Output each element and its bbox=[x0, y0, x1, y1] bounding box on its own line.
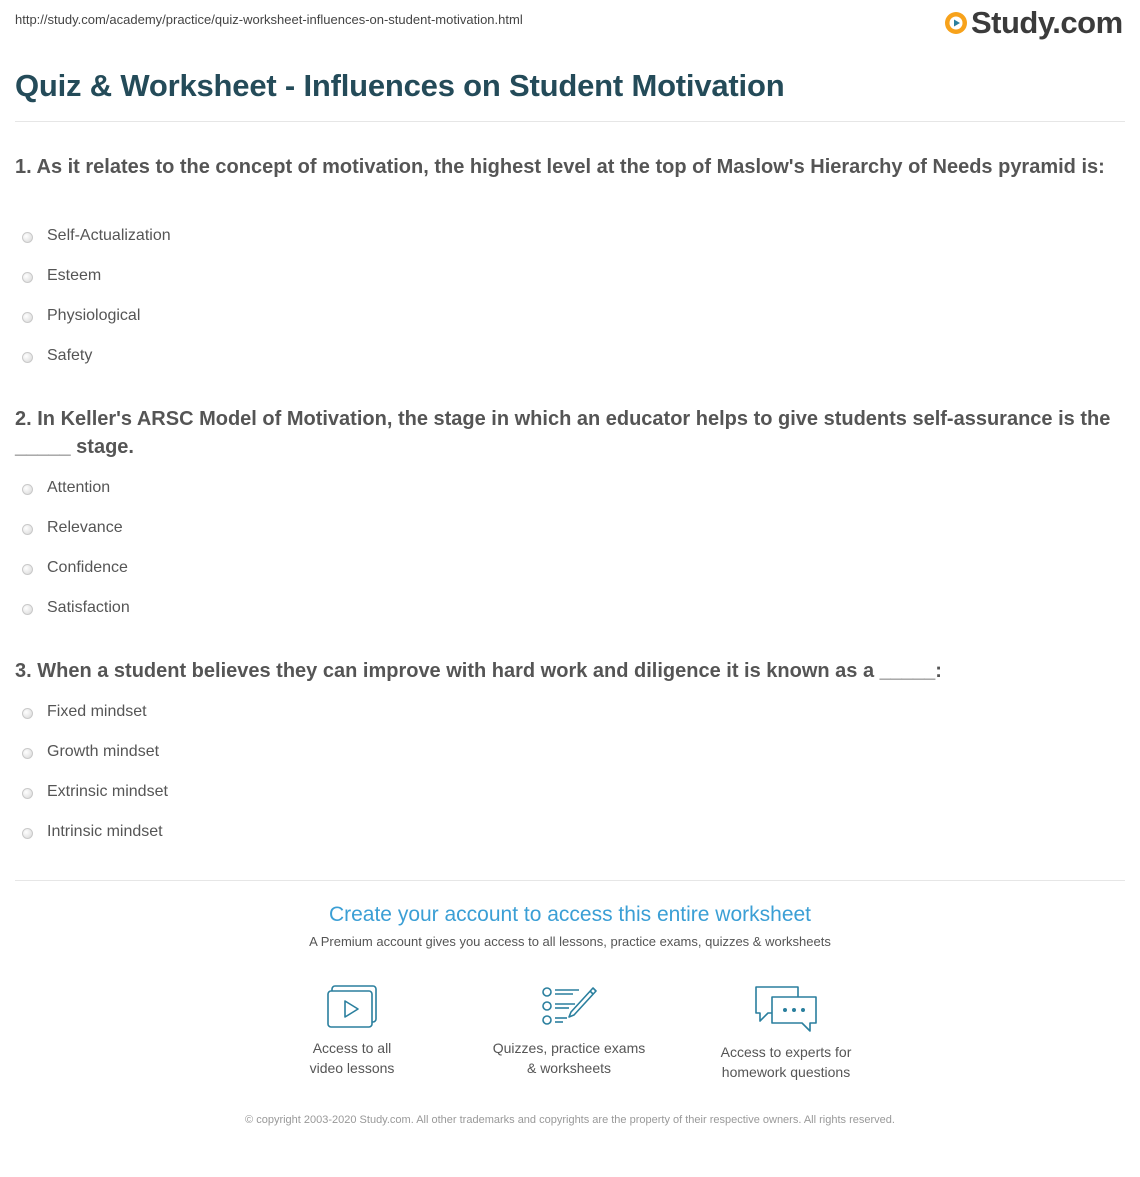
radio-button-icon[interactable] bbox=[22, 564, 33, 575]
answer-label: Relevance bbox=[47, 519, 123, 536]
answer-option[interactable] bbox=[22, 732, 168, 772]
feature-label: Access to all video lessons bbox=[309, 1040, 395, 1076]
play-circle-icon bbox=[944, 11, 968, 35]
answer-option[interactable] bbox=[22, 216, 171, 256]
divider bbox=[15, 880, 1125, 881]
question-3-options bbox=[22, 692, 168, 852]
answer-option[interactable] bbox=[22, 772, 168, 812]
answer-label: Satisfaction bbox=[47, 599, 130, 616]
answer-option[interactable] bbox=[22, 812, 168, 852]
radio-button-icon[interactable] bbox=[22, 312, 33, 323]
premium-subtitle: A Premium account gives you access to all lessons, practice exams, quizzes & worksheets bbox=[309, 934, 831, 949]
quiz-checklist-icon bbox=[541, 984, 597, 1030]
radio-button-icon[interactable] bbox=[22, 708, 33, 719]
create-account-link[interactable]: Create your account to access this entire worksheet bbox=[328, 903, 812, 926]
answer-option[interactable] bbox=[22, 588, 130, 628]
video-lessons-icon bbox=[326, 984, 378, 1030]
page-url: http://study.com/academy/practice/quiz-worksheet-influences-on-student-motivation.html bbox=[15, 12, 523, 27]
answer-label: Physiological bbox=[47, 307, 141, 324]
feature-label: Access to experts for homework questions bbox=[720, 1044, 852, 1080]
radio-button-icon[interactable] bbox=[22, 484, 33, 495]
answer-option[interactable] bbox=[22, 256, 171, 296]
answer-label: Extrinsic mindset bbox=[47, 783, 168, 800]
radio-button-icon[interactable] bbox=[22, 232, 33, 243]
feature-quizzes bbox=[469, 984, 669, 1078]
chat-bubbles-icon bbox=[754, 984, 818, 1034]
answer-option[interactable] bbox=[22, 548, 130, 588]
radio-button-icon[interactable] bbox=[22, 828, 33, 839]
answer-label: Intrinsic mindset bbox=[47, 823, 163, 840]
copyright-notice: © copyright 2003-2020 Study.com. All other trademarks and copyrights are the property of their respective owners. All rights reserved. bbox=[245, 1114, 895, 1126]
answer-label: Safety bbox=[47, 347, 93, 364]
answer-label: Fixed mindset bbox=[47, 703, 147, 720]
answer-option[interactable] bbox=[22, 692, 168, 732]
feature-label: Quizzes, practice exams & worksheets bbox=[492, 1040, 646, 1076]
logo-text: Study.com bbox=[971, 5, 1123, 40]
answer-option[interactable] bbox=[22, 508, 130, 548]
divider bbox=[15, 121, 1125, 122]
radio-button-icon[interactable] bbox=[22, 524, 33, 535]
answer-label: Attention bbox=[47, 479, 111, 496]
question-1-options bbox=[22, 216, 171, 376]
radio-button-icon[interactable] bbox=[22, 788, 33, 799]
answer-label: Confidence bbox=[47, 559, 128, 576]
answer-label: Growth mindset bbox=[47, 743, 160, 760]
radio-button-icon[interactable] bbox=[22, 272, 33, 283]
answer-option[interactable] bbox=[22, 296, 171, 336]
feature-video-lessons bbox=[252, 984, 452, 1078]
question-2-text: 2. In Keller's ARSC Model of Motivation, the stage in which an educator helps to give students self-assurance is the _____ stage. bbox=[15, 408, 1111, 458]
answer-option[interactable] bbox=[22, 468, 130, 508]
radio-button-icon[interactable] bbox=[22, 352, 33, 363]
radio-button-icon[interactable] bbox=[22, 604, 33, 615]
answer-label: Self-Actualization bbox=[47, 227, 171, 244]
page-title: Quiz & Worksheet - Influences on Student Motivation bbox=[15, 68, 785, 103]
answer-option[interactable] bbox=[22, 336, 171, 376]
question-2-options bbox=[22, 468, 130, 628]
feature-experts bbox=[686, 984, 886, 1082]
question-1-text: 1. As it relates to the concept of motivation, the highest level at the top of Maslow's Hierarchy of Needs pyramid is: bbox=[15, 156, 1105, 178]
study-logo[interactable] bbox=[944, 6, 1123, 40]
answer-label: Esteem bbox=[47, 267, 102, 284]
radio-button-icon[interactable] bbox=[22, 748, 33, 759]
question-3-text: 3. When a student believes they can improve with hard work and diligence it is known as a _____: bbox=[15, 660, 942, 682]
